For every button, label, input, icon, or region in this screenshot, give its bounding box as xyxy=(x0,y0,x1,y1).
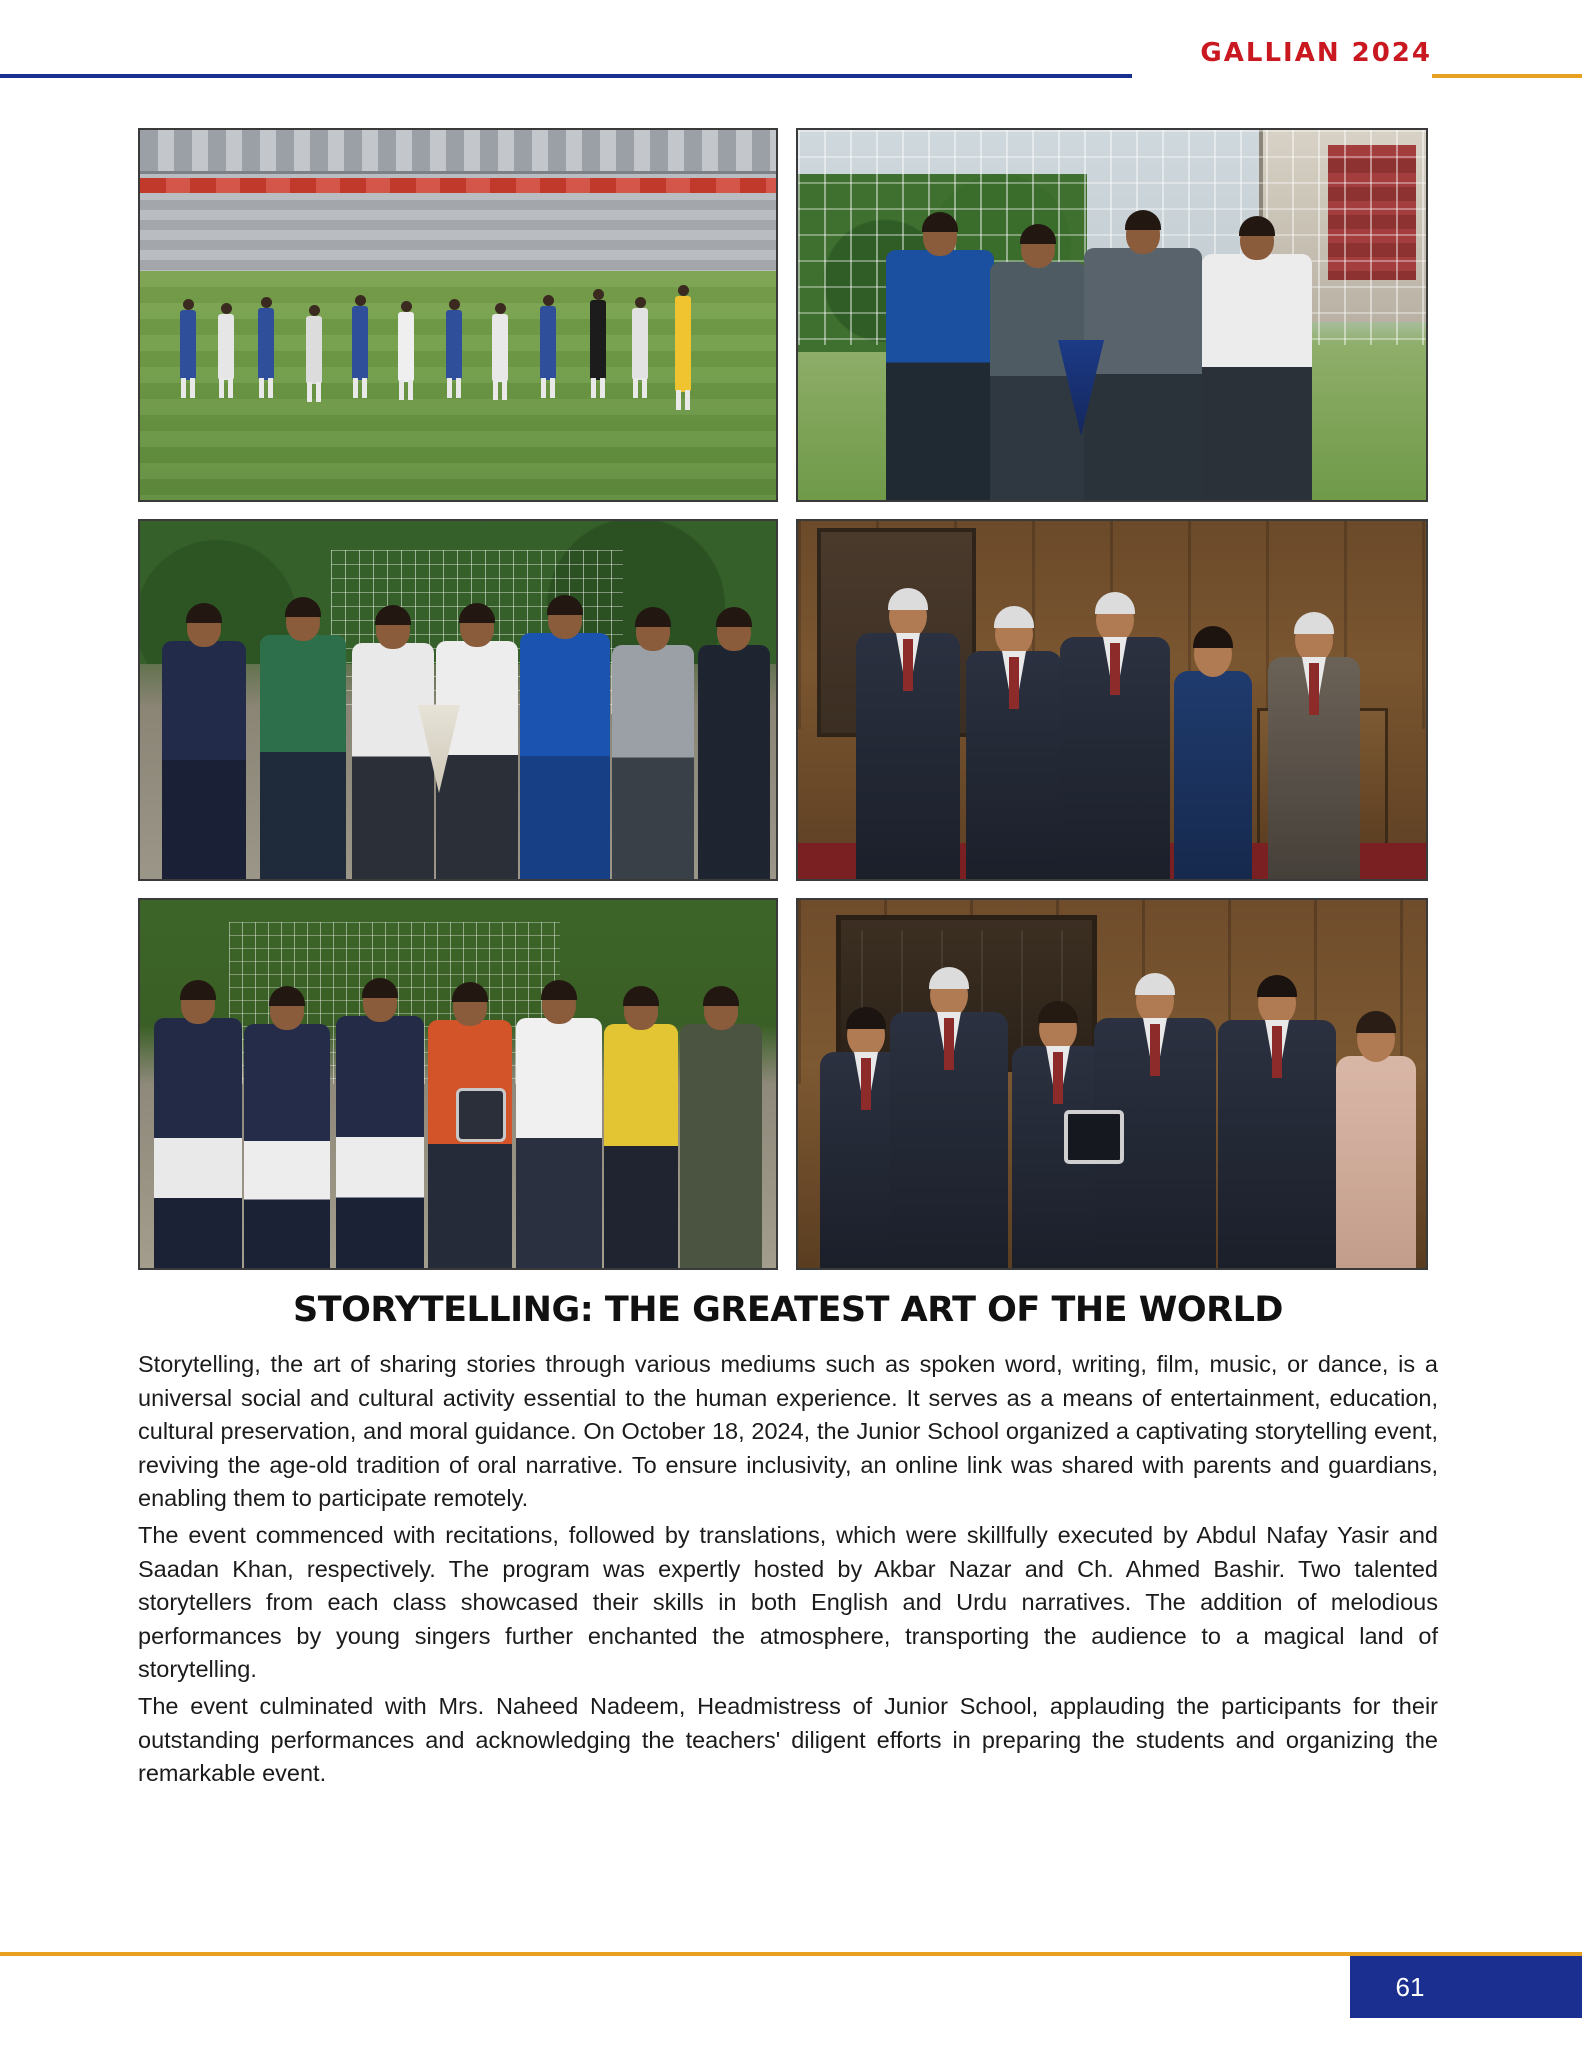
photo-row-3 xyxy=(138,898,1438,1270)
player-navy-kit xyxy=(244,1024,330,1268)
student-figure xyxy=(1174,671,1252,879)
coach-orange-shirt xyxy=(428,1020,512,1268)
dignitary-figure xyxy=(1060,637,1170,879)
referee-yellow xyxy=(604,1024,678,1268)
header-rule-gold xyxy=(1432,74,1582,78)
player-figure xyxy=(258,308,274,380)
photo-dignitaries-at-hall-ceremony xyxy=(796,519,1428,881)
player-blue-jersey xyxy=(886,250,994,500)
stadium-seat-band xyxy=(140,178,776,193)
shield-trophy xyxy=(456,1088,506,1142)
guest-female-figure xyxy=(1336,1056,1416,1268)
photo-content xyxy=(140,521,776,879)
player-white-jersey xyxy=(1202,254,1312,500)
magazine-title: GALLIAN 2024 xyxy=(1200,38,1432,68)
article-paragraph-1: Storytelling, the art of sharing stories through various mediums such as spoken word, writing, film, music, or dance, is a universal social and cultural activity essential to the human experience. It serves as a means of entertainment, education, cultural preservation, and moral guidance. On October 18, 2024, the Junior School organized a captivating storytelling event, reviving the age-old tradition of oral narrative. To ensure inclusivity, an online link was shared with parents and guardians, enabling them to participate remotely. xyxy=(138,1351,1438,1512)
photo-row-2 xyxy=(138,519,1438,881)
article-title: STORYTELLING: THE GREATEST ART OF THE WORLD xyxy=(293,1290,1283,1330)
shield-trophy xyxy=(1064,1110,1124,1164)
player-figure xyxy=(446,310,462,380)
page-header xyxy=(0,0,1582,96)
coach-tracksuit xyxy=(698,645,770,879)
player-figure xyxy=(675,296,691,392)
official-camo xyxy=(680,1024,762,1268)
presenter-figure xyxy=(1218,1020,1336,1268)
photo-shield-presentation-to-chief-guest xyxy=(796,898,1428,1270)
player-navy-kit xyxy=(154,1018,242,1268)
official-white-shirt-2 xyxy=(436,641,518,879)
player-figure xyxy=(306,316,322,384)
photo-football-teams-shield-exchange xyxy=(138,898,778,1270)
photo-content xyxy=(140,900,776,1268)
photo-grid xyxy=(138,128,1438,1287)
player-figure xyxy=(492,314,508,382)
official-white-shirt xyxy=(352,643,434,879)
article-paragraph-2: The event commenced with recitations, followed by translations, which were skillfully executed by Abdul Nafay Yasir and Saadan Khan, respectively. The program was expertly hosted by Akbar Nazar and Ch. Ahmed Bashir. Two talented storytellers from each class showcased their skills in both English and Urdu narratives. The addition of melodious performances by young singers further enchanted the atmosphere, transporting the audience to a magical land of storytelling. xyxy=(138,1521,1438,1683)
photo-row-1 xyxy=(138,128,1438,502)
player-blue-kit xyxy=(520,633,610,879)
page-number: 61 xyxy=(1395,1972,1425,2002)
dignitary-figure xyxy=(856,633,960,879)
photo-hockey-captains-pennant-exchange xyxy=(796,128,1428,502)
player-figure xyxy=(540,306,556,380)
player-figure xyxy=(352,306,368,380)
player-figure xyxy=(398,312,414,382)
dignitary-figure xyxy=(966,651,1062,879)
photo-content xyxy=(140,130,776,500)
photo-content xyxy=(798,130,1426,500)
header-rule-blue xyxy=(0,74,1132,78)
stadium-roof xyxy=(140,130,776,174)
player-figure xyxy=(218,314,234,380)
player-figure xyxy=(632,308,648,380)
article-paragraph-3: The event culminated with Mrs. Naheed Nadeem, Headmistress of Junior School, applauding the participants for their outstanding performances and acknowledging the teachers' diligent efforts in preparing the students and organizing the remarkable event. xyxy=(138,1692,1438,1787)
dignitary-figure xyxy=(890,1012,1008,1268)
photo-content xyxy=(798,521,1426,879)
footer-rule-gold xyxy=(0,1952,1582,1956)
photo-cricket-pennant-exchange-with-officials xyxy=(138,519,778,881)
player-white-kit xyxy=(516,1018,602,1268)
article-section xyxy=(138,1290,1438,1794)
player-navy-kit xyxy=(162,641,246,879)
referee-figure xyxy=(590,300,606,380)
player-navy-kit xyxy=(336,1016,424,1268)
dignitary-figure xyxy=(1268,657,1360,879)
photo-hockey-teams-on-field xyxy=(138,128,778,502)
photo-content xyxy=(798,900,1426,1268)
player-green-kit xyxy=(260,635,346,879)
player-figure xyxy=(180,310,196,380)
official-grey-shirt xyxy=(612,645,694,879)
official-centre xyxy=(1084,248,1202,500)
